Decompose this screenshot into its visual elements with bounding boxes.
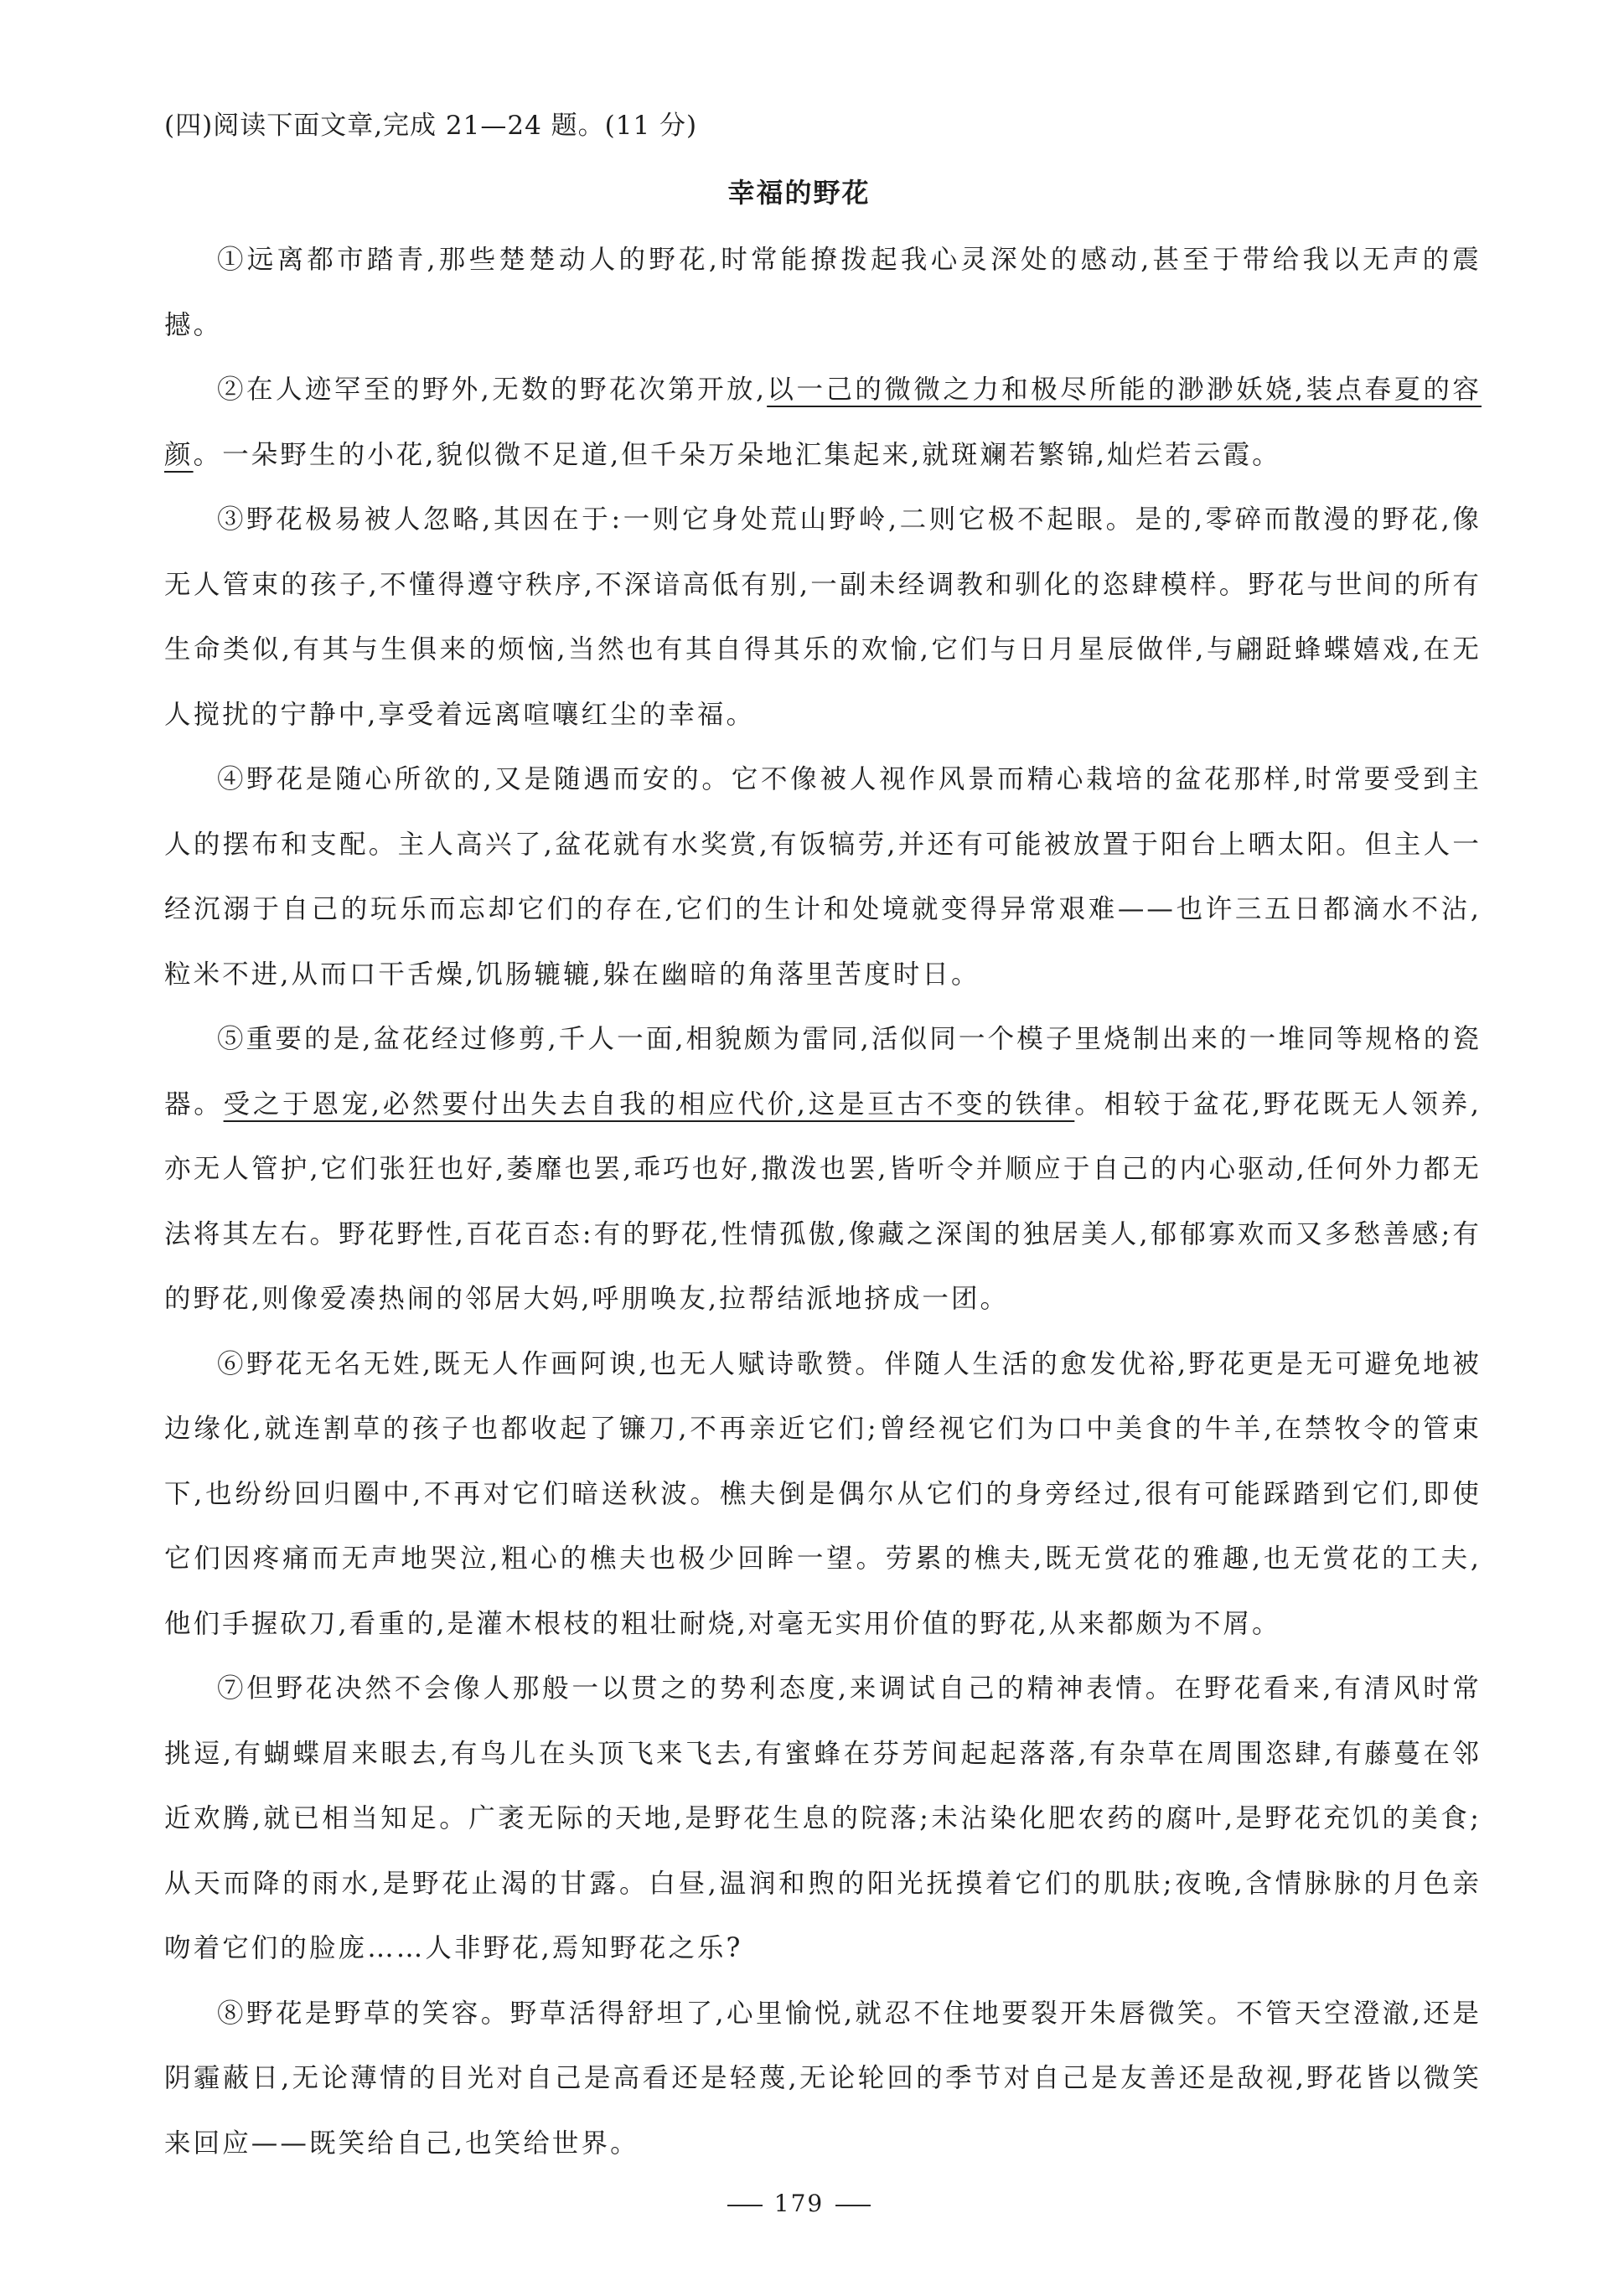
paragraph-text: ③野花极易被人忽略,其因在于:一则它身处荒山野岭,二则它极不起眼。是的,零碎而散漫的野花,像无人管束的孩子,不懂得遵守秩序,不深谙高低有别,一副未经调教和驯化的恣肆模样。野花与世间的所有生命类似,有其与生俱来的烦恼,当然也有其自得其乐的欢愉,它们与日月星辰做伴,与翩跹蜂蝶嬉戏,在无人搅扰的宁静中,享受着远离喧嚷红尘的幸福。 [164, 504, 1482, 730]
paragraph-text: ⑥野花无名无姓,既无人作画阿谀,也无人赋诗歌赞。伴随人生活的愈发优裕,野花更是无可避免地被边缘化,就连割草的孩子也都收起了镰刀,不再亲近它们;曾经视它们为口中美食的牛羊,在禁牧令的管束下,也纷纷回归圈中,不再对它们暗送秋波。樵夫倒是偶尔从它们的身旁经过,很有可能踩踏到它们,即使它们因疼痛而无声地哭泣,粗心的樵夫也极少回眸一望。劳累的樵夫,既无赏花的雅趣,也无赏花的工夫,他们手握砍刀,看重的,是灌木根枝的粗壮耐烧,对毫无实用价值的野花,从来都颇为不屑。 [164, 1348, 1482, 1639]
paragraph-3 [164, 488, 1482, 747]
footer-dash-left [727, 2205, 763, 2206]
paragraph-7 [164, 1657, 1482, 1982]
underlined-sentence: 受之于恩宠,必然要付出失去自我的相应代价,这是亘古不变的铁律 [223, 1089, 1075, 1120]
footer-dash-right [835, 2205, 871, 2206]
underlined-sentence: 以一己的微微之力和极尽所能的渺渺妖娆,装点春夏的容颜 [164, 375, 1482, 470]
section-instruction: (四)阅读下面文章,完成 21—24 题。(11 分) [164, 111, 698, 141]
paragraph-text: 。相较于盆花,野花既无人领养,亦无人管护,它们张狂也好,萎靡也罢,乖巧也好,撒泼也罢,皆听令并顺应于自己的内心驱动,任何外力都无法将其左右。野花野性,百花百态:有的野花,性情孤傲,像藏之深闺的独居美人,郁郁寡欢而又多愁善感;有的野花,则像爱凑热闹的邻居大妈,呼朋唤友,拉帮结派地挤成一团。 [164, 1089, 1482, 1314]
paragraph-text: ④野花是随心所欲的,又是随遇而安的。它不像被人视作风景而精心栽培的盆花那样,时常要受到主人的摆布和支配。主人高兴了,盆花就有水奖赏,有饭犒劳,并还有可能被放置于阳台上晒太阳。但主人一经沉溺于自己的玩乐而忘却它们的存在,它们的生计和处境就变得异常艰难——也许三五日都滴水不沾,粒米不进,从而口干舌燥,饥肠辘辘,躲在幽暗的角落里苦度时日。 [164, 764, 1482, 990]
paragraph-text: ②在人迹罕至的野外,无数的野花次第开放, [217, 375, 768, 405]
page-number: 179 [773, 2190, 825, 2217]
paragraph-6 [164, 1332, 1482, 1657]
paragraph-text: ⑦但野花决然不会像人那般一以贯之的势利态度,来调试自己的精神表情。在野花看来,有清风时常挑逗,有蝴蝶眉来眼去,有鸟儿在头顶飞来飞去,有蜜蜂在芬芳间起起落落,有杂草在周围恣肆,有藤蔓在邻近欢腾,就已相当知足。广袤无际的天地,是野花生息的院落;未沾染化肥农药的腐叶,是野花充饥的美食;从天而降的雨水,是野花止渴的甘露。白昼,温润和煦的阳光抚摸着它们的肌肤;夜晚,含情脉脉的月色亲吻着它们的脸庞……人非野花,焉知野花之乐? [164, 1673, 1482, 1963]
article-title: 幸福的野花 [727, 177, 871, 209]
paragraph-2 [164, 358, 1482, 488]
paragraph-text: ①远离都市踏青,那些楚楚动人的野花,时常能撩拨起我心灵深处的感动,甚至于带给我以无声的震撼。 [164, 245, 1482, 340]
paragraph-1 [164, 228, 1482, 358]
article-body [164, 228, 1482, 2176]
paragraph-text: ⑤重要的是,盆花经过修剪,千人一面,相貌颇为雷同,活似同一个模子里烧制出来的一堆同等规格的瓷器。 [164, 1024, 1482, 1120]
paragraph-4 [164, 747, 1482, 1007]
paragraph-5 [164, 1007, 1482, 1332]
paragraph-text: ⑧野花是野草的笑容。野草活得舒坦了,心里愉悦,就忍不住地要裂开朱唇微笑。不管天空澄澈,还是阴霾蔽日,无论薄情的目光对自己是高看还是轻蔑,无论轮回的季节对自己是友善还是敌视,野花皆以微笑来回应——既笑给自己,也笑给世界。 [164, 1998, 1482, 2159]
paragraph-text: 。一朵野生的小花,貌似微不足道,但千朵万朵地汇集起来,就斑斓若繁锦,灿烂若云霞。 [193, 439, 1281, 470]
page-footer [0, 2189, 1598, 2219]
paragraph-8 [164, 1982, 1482, 2177]
